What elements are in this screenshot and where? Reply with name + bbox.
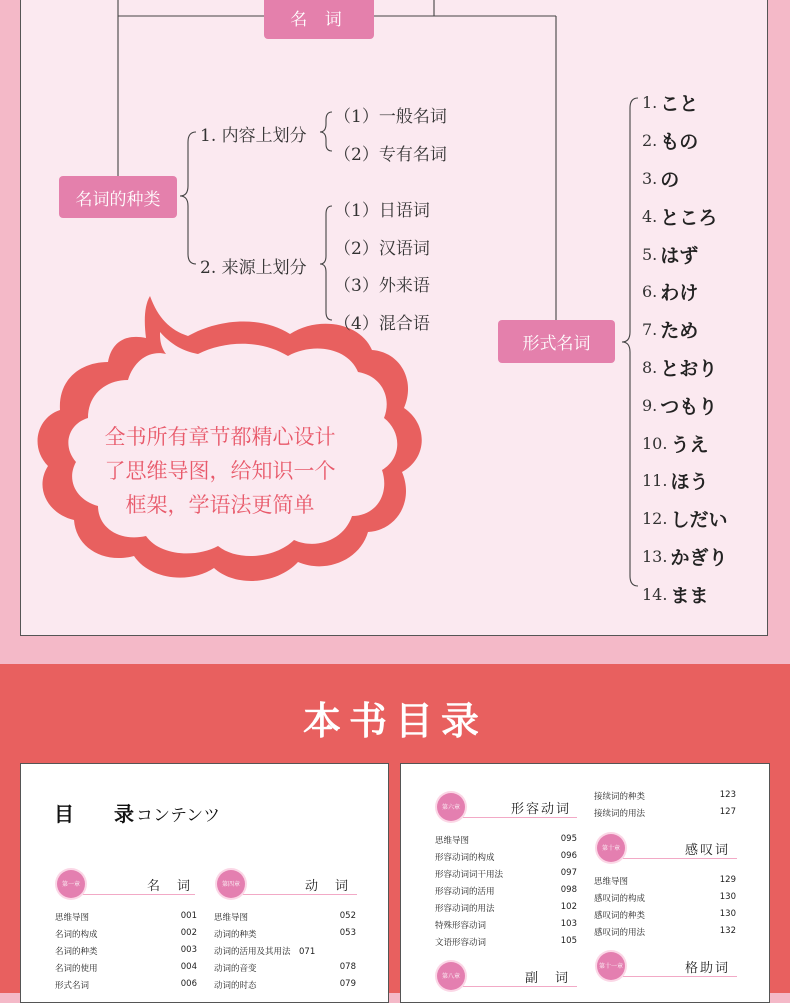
branch-content: 1. 内容上划分 xyxy=(200,126,307,146)
toc-page: 130 xyxy=(719,892,736,902)
branch-item: （3）外来语 xyxy=(334,276,430,296)
toc-page: 132 xyxy=(719,926,736,936)
bubble-line: 框架，学语法更简单 xyxy=(125,493,315,517)
toc-entry: 名词的构成 xyxy=(55,930,98,940)
toc-page: 130 xyxy=(719,909,736,919)
branch-item: （2）专有名词 xyxy=(334,145,447,165)
chapter-header xyxy=(597,952,739,982)
toc-entry: 形容动词词干用法 xyxy=(435,870,504,880)
toc-entry: 名词的使用 xyxy=(55,964,98,974)
toc-heading: 目 录 コンテンツ xyxy=(54,802,221,826)
chapter-name: 动 词 xyxy=(305,879,351,894)
toc-entry: 动词的音变 xyxy=(214,964,257,974)
list-item: 13. かぎり xyxy=(642,546,728,569)
chapter-header xyxy=(597,834,739,864)
toc-section-title: 本书目录 xyxy=(302,699,487,743)
chapter-name: 感叹词 xyxy=(685,843,731,858)
toc-page-right xyxy=(400,763,770,1003)
toc-entry: 特殊形容动词 xyxy=(435,921,487,931)
toc-page: 129 xyxy=(719,875,736,885)
toc-page: 127 xyxy=(719,807,736,817)
chapter-badge: 第十章 xyxy=(597,834,625,862)
branch-item: （1）日语词 xyxy=(334,201,430,221)
toc-entry: 文语形容动词 xyxy=(435,938,487,948)
bubble-caption xyxy=(75,420,365,522)
toc-entry: 思维导图 xyxy=(594,877,629,887)
chapter-badge: 第十一章 xyxy=(597,952,625,980)
list-item: 6. わけ xyxy=(642,282,699,305)
branch-item: （4）混合语 xyxy=(334,314,430,334)
toc-entry: 动词的时态 xyxy=(214,981,257,991)
toc-entry: 思维导图 xyxy=(214,913,249,923)
list-item: 5. はず xyxy=(642,244,699,267)
chapter-name: 形容动词 xyxy=(511,802,572,817)
toc-page: 078 xyxy=(339,962,356,972)
bubble-line: 了思维导图，给知识一个 xyxy=(104,459,336,483)
chapter-name: 名 词 xyxy=(147,879,193,894)
branch-origin: 2. 来源上划分 xyxy=(200,258,307,278)
list-item: 1. こと xyxy=(642,93,699,116)
toc-entry: 接续词的用法 xyxy=(594,809,646,819)
list-item: 3. の xyxy=(642,168,680,191)
toc-entry: 动词的活用及其用法 071 xyxy=(214,947,316,957)
list-item: 11. ほう xyxy=(642,471,709,494)
toc-page: 052 xyxy=(339,911,356,921)
toc-entry: 思维导图 xyxy=(435,836,470,846)
toc-page: 002 xyxy=(180,928,197,938)
toc-entry: 名词的种类 xyxy=(55,947,98,957)
toc-page: 097 xyxy=(560,868,577,878)
chapter-header xyxy=(57,870,197,900)
kinds-node: 名词的种类 xyxy=(59,176,177,218)
toc-page: 105 xyxy=(560,936,577,946)
chapter-header xyxy=(437,962,579,992)
toc-entry: 形式名词 xyxy=(55,981,90,991)
formal-nouns-list xyxy=(642,84,727,613)
list-item: 4. ところ xyxy=(642,206,718,229)
list-item: 12. しだい xyxy=(642,509,728,532)
toc-page: 001 xyxy=(180,911,197,921)
chapter-badge: 第一章 xyxy=(57,870,85,898)
chapter-badge: 第八章 xyxy=(437,962,465,990)
chapter-header xyxy=(217,870,359,900)
branch-item: （1）一般名词 xyxy=(334,107,447,127)
list-item: 2. もの xyxy=(642,131,699,154)
bubble-line: 全书所有章节都精心设计 xyxy=(104,425,336,449)
list-item: 8. とおり xyxy=(642,357,718,380)
toc-page: 096 xyxy=(560,851,577,861)
toc-entry: 形容动词的构成 xyxy=(435,853,495,863)
toc-entry: 感叹词的用法 xyxy=(594,928,646,938)
toc-entry: 动词的种类 xyxy=(214,930,257,940)
chapter-header xyxy=(437,793,579,823)
chapter-badge: 第四章 xyxy=(217,870,245,898)
toc-page: 102 xyxy=(560,902,577,912)
root-node: 名 词 xyxy=(264,0,374,39)
toc-page: 123 xyxy=(719,790,736,800)
toc-page: 004 xyxy=(180,962,197,972)
toc-page: 003 xyxy=(180,945,197,955)
list-item: 7. ため xyxy=(642,320,699,343)
toc-page: 098 xyxy=(560,885,577,895)
toc-page: 103 xyxy=(560,919,577,929)
chapter-badge: 第六章 xyxy=(437,793,465,821)
branch-item: （2）汉语词 xyxy=(334,239,430,259)
list-item: 9. つもり xyxy=(642,395,718,418)
chapter-name: 副 词 xyxy=(525,971,571,986)
toc-page: 053 xyxy=(339,928,356,938)
toc-page: 006 xyxy=(180,979,197,989)
toc-entry: 形容动词的用法 xyxy=(435,904,495,914)
formal-nouns-node: 形式名词 xyxy=(498,320,615,363)
toc-entry: 思维导图 xyxy=(55,913,90,923)
list-item: 14. まま xyxy=(642,584,709,607)
list-item: 10. うえ xyxy=(642,433,709,456)
toc-entry: 接续词的种类 xyxy=(594,792,646,802)
toc-page: 079 xyxy=(339,979,356,989)
toc-page: 095 xyxy=(560,834,577,844)
toc-entry: 感叹词的构成 xyxy=(594,894,646,904)
toc-page-left xyxy=(20,763,389,1003)
toc-entry: 感叹词的种类 xyxy=(594,911,646,921)
chapter-name: 格助词 xyxy=(685,961,731,976)
toc-entry: 形容动词的活用 xyxy=(435,887,495,897)
